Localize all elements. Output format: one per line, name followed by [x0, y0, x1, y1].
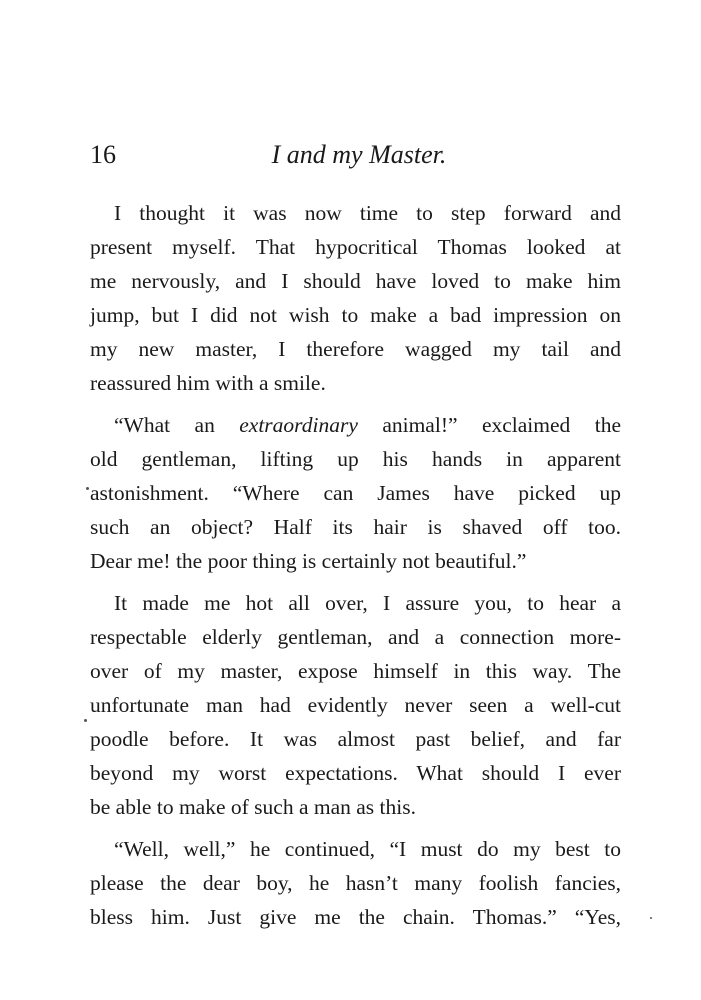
page-number: 16: [90, 140, 116, 169]
text-line: beyond my worst expectations. What should I ever: [90, 761, 621, 785]
text-line: poodle before. It was almost past belief, and far: [90, 727, 621, 751]
text-line: over of my master, expose himself in this way. The: [90, 659, 621, 683]
italic-word: extraordinary: [239, 413, 358, 437]
running-head: [90, 140, 620, 180]
text-line: [90, 408, 621, 442]
text-line: “Well, well,” he continued, “I must do my best to: [114, 837, 621, 861]
text-line: old gentleman, lifting up his hands in apparent: [90, 447, 621, 471]
paragraph-1: [90, 196, 621, 400]
paragraph-2: [90, 408, 621, 578]
text-run: animal!” exclaimed the: [357, 413, 621, 437]
paper-speck: [650, 917, 652, 919]
text-line: present myself. That hypocritical Thomas looked at: [90, 235, 621, 259]
text-line: It made me hot all over, I assure you, to hear a: [114, 591, 621, 615]
text-line: Dear me! the poor thing is certainly not beautiful.”: [90, 549, 527, 573]
paper-speck: [84, 719, 87, 722]
text-line: jump, but I did not wish to make a bad impression on: [90, 303, 621, 327]
paper-speck: [86, 487, 89, 490]
text-run: “What an: [114, 413, 240, 437]
text-line: astonishment. “Where can James have picked up: [90, 481, 621, 505]
text-line: reassured him with a smile.: [90, 371, 326, 395]
text-line: such an object? Half its hair is shaved off too.: [90, 515, 621, 539]
text-line: me nervously, and I should have loved to make him: [90, 269, 621, 293]
text-line: be able to make of such a man as this.: [90, 795, 416, 819]
text-line: my new master, I therefore wagged my tail and: [90, 337, 621, 361]
text-line: bless him. Just give me the chain. Thomas.” “Yes,: [90, 905, 621, 929]
text-line: unfortunate man had evidently never seen a well-cut: [90, 693, 621, 717]
body-text: [90, 196, 621, 934]
running-title: I and my Master.: [271, 140, 447, 169]
text-line: please the dear boy, he hasn’t many foolish fancies,: [90, 871, 621, 895]
text-line: I thought it was now time to step forward and: [114, 201, 621, 225]
paragraph-3: [90, 586, 621, 824]
paragraph-4: [90, 832, 621, 934]
text-line: respectable elderly gentleman, and a connection more-: [90, 625, 621, 649]
